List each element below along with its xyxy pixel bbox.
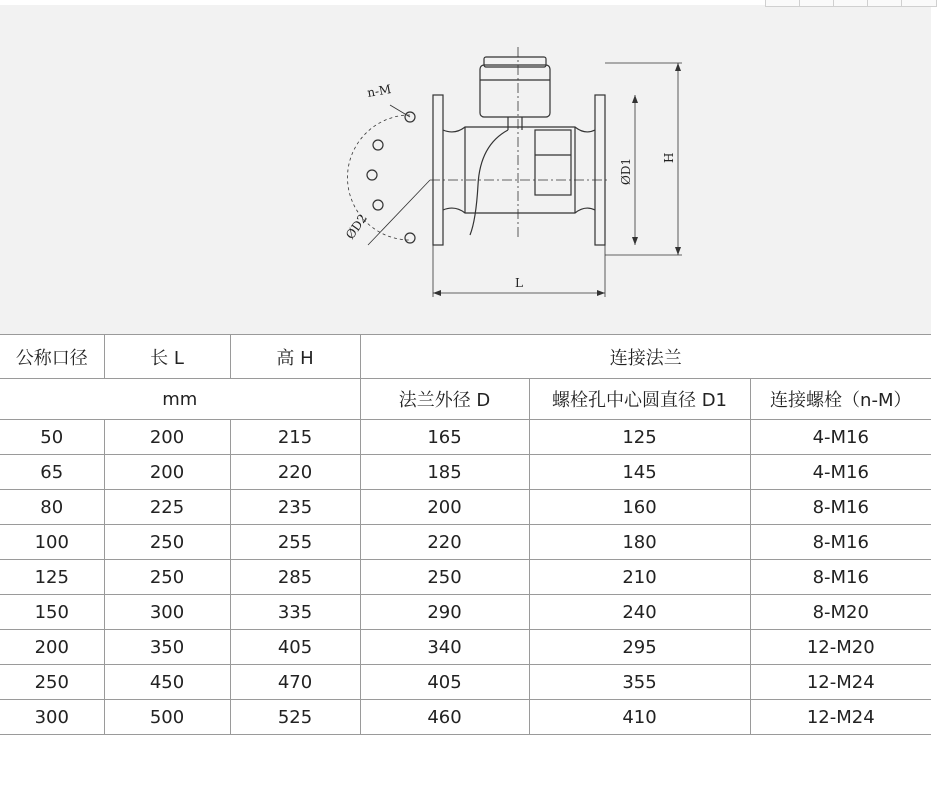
table-cell: 4-M16 (750, 455, 931, 490)
table-cell: 340 (360, 630, 529, 665)
bolt-spec-label: n-M (366, 81, 393, 100)
table-cell: 255 (230, 525, 360, 560)
table-cell: 150 (0, 595, 104, 630)
table-cell: 100 (0, 525, 104, 560)
table-cell: 160 (529, 490, 750, 525)
header-connection-flange: 连接法兰 (360, 335, 931, 379)
corner-tab (765, 0, 937, 7)
table-cell: 185 (360, 455, 529, 490)
table-cell: 240 (529, 595, 750, 630)
table-cell: 525 (230, 700, 360, 735)
table-cell: 290 (360, 595, 529, 630)
table-cell: 145 (529, 455, 750, 490)
table-row (0, 595, 931, 630)
table-cell: 12-M24 (750, 665, 931, 700)
table-cell: 65 (0, 455, 104, 490)
header-row (0, 335, 931, 379)
left-flange (433, 95, 443, 245)
table-cell: 8-M16 (750, 560, 931, 595)
table-row (0, 665, 931, 700)
flowmeter-dimension-drawing (330, 35, 700, 319)
table-cell: 4-M16 (750, 420, 931, 455)
table-cell: 250 (104, 560, 230, 595)
table-cell: 225 (104, 490, 230, 525)
table-cell: 405 (360, 665, 529, 700)
table-cell: 285 (230, 560, 360, 595)
table-cell: 80 (0, 490, 104, 525)
table-cell: 50 (0, 420, 104, 455)
table-cell: 350 (104, 630, 230, 665)
header-length: 长 L (104, 335, 230, 379)
table-cell: 220 (230, 455, 360, 490)
table-row (0, 420, 931, 455)
table-cell: 250 (360, 560, 529, 595)
table-cell: 165 (360, 420, 529, 455)
header-height: 高 H (230, 335, 360, 379)
header-flange-outer-dia: 法兰外径 D (360, 379, 529, 420)
table-cell: 470 (230, 665, 360, 700)
meter-head (480, 65, 550, 117)
header-unit: mm (0, 379, 360, 420)
bolt-circle-label: ØD2 (342, 211, 370, 242)
body-top (443, 127, 595, 132)
table-cell: 300 (0, 700, 104, 735)
drawing-panel (0, 5, 931, 335)
transmitter-box (535, 130, 571, 195)
table-cell: 8-M16 (750, 490, 931, 525)
table-cell: 450 (104, 665, 230, 700)
height-label: H (662, 152, 676, 163)
table-cell: 410 (529, 700, 750, 735)
table-cell: 200 (104, 420, 230, 455)
table-row (0, 490, 931, 525)
table-cell: 200 (104, 455, 230, 490)
table-cell: 250 (104, 525, 230, 560)
table-cell: 335 (230, 595, 360, 630)
header-connection-bolt: 连接螺栓（n-M） (750, 379, 931, 420)
flange-dia-label: ØD1 (619, 157, 633, 185)
table-row (0, 525, 931, 560)
table-cell: 295 (529, 630, 750, 665)
table-cell: 8-M16 (750, 525, 931, 560)
table-cell: 250 (0, 665, 104, 700)
table-cell: 300 (104, 595, 230, 630)
header-bolt-hole-center-dia: 螺栓孔中心圆直径 D1 (529, 379, 750, 420)
table-cell: 405 (230, 630, 360, 665)
table-cell: 355 (529, 665, 750, 700)
length-label: L (515, 276, 523, 290)
table-cell: 12-M20 (750, 630, 931, 665)
signal-cable (470, 130, 508, 235)
flowmeter-diagram (330, 35, 700, 315)
table-cell: 125 (0, 560, 104, 595)
table-row (0, 455, 931, 490)
table-cell: 220 (360, 525, 529, 560)
header-nominal-dia: 公称口径 (0, 335, 104, 379)
table-cell: 200 (360, 490, 529, 525)
table-row (0, 560, 931, 595)
table-cell: 180 (529, 525, 750, 560)
table-row (0, 630, 931, 665)
table-cell: 12-M24 (750, 700, 931, 735)
table-cell: 500 (104, 700, 230, 735)
body-bottom (443, 208, 595, 213)
table-cell: 8-M20 (750, 595, 931, 630)
table-row (0, 700, 931, 735)
table-cell: 125 (529, 420, 750, 455)
subheader-row (0, 379, 931, 420)
table-cell: 235 (230, 490, 360, 525)
table-cell: 215 (230, 420, 360, 455)
table-cell: 200 (0, 630, 104, 665)
right-flange (595, 95, 605, 245)
table-cell: 460 (360, 700, 529, 735)
spec-table (0, 334, 931, 735)
table-cell: 210 (529, 560, 750, 595)
